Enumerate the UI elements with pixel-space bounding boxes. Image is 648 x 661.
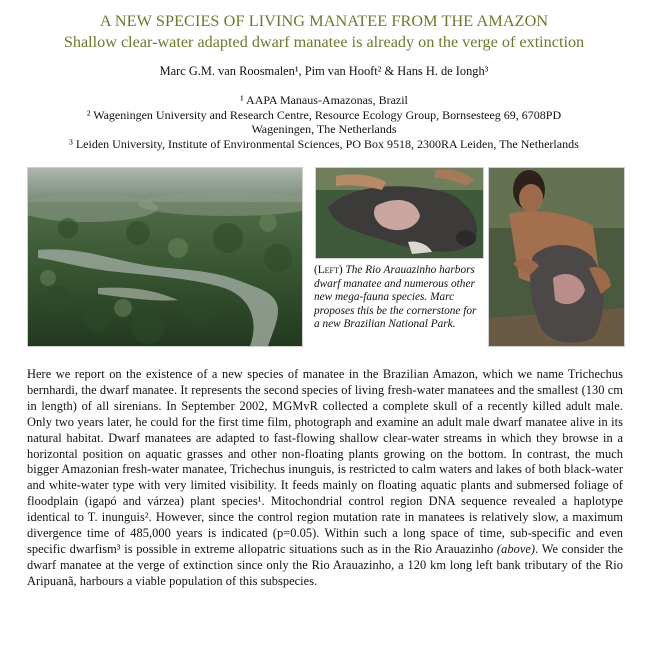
aerial-river-photo [27,167,303,347]
affiliation-2-cont: Wageningen, The Netherlands [251,122,397,136]
photo-caption [314,264,480,332]
affiliation-2: ² Wageningen University and Research Centre, Resource Ecology Group, Bornsesteeg 69, 6708PD [86,108,562,122]
body-paragraph: Here we report on the existence of a new species of manatee in the Brazilian Amazon, which we name Trichechus bernhardi, the dwarf manatee. It represents the second species of living fresh-water manatees and the smallest (130 cm in length) of all sirenians. In September 2002, MGMvR collected a complete skull of a recently killed adult male. Only two years later, he could for the first time film, photograph and examine an adult male dwarf manatee alive in its natural habitat. Dwarf manatees are adapted to fast-flowing shallow clear-water streams in which they browse in a horizontal position on aquatic grasses and other non-floating plants growing on the bottom. In contrast, the much bigger Amazonian fresh-water manatee, Trichechus inunguis, is restricted to calm waters and lakes of both black-water and white-water type with very limited visibility. It feeds mainly on floating aquatic plants and submersed foliage of floodplain (igapó and várzea) plant species¹. Mitochondrial control region DNA sequence revealed a haplotype identical to T. inunguis². However, since the control region mutation rate in manatees is relatively slow, a maximum divergence time of 485,000 years is indicated (p=0.05). Within such a long space of time, sub-specific and even specific dwarfism³ is possible in extreme allopatric situations such as in the Rio Arauazinho [27,367,623,556]
article-body [27,367,623,590]
caption-text: The Rio Arauazinho harbors dwarf manatee and numerous other new mega-fauna species. Marc proposes this be the cornerstone for a new Brazilian National Park. [314,264,477,331]
body-italic-ref: (above) [496,541,536,556]
author-line: Marc G.M. van Roosmalen¹, Pim van Hooft² & Hans H. de Iongh³ [159,64,489,78]
manatee-closeup-photo [315,167,484,259]
body-paragraph-end: . We consider the dwarf manatee at the verge of extinction since only the Rio Arauazinho, a 120 km long left bank tributary of the Rio Aripuanã, harbours a viable population of this subspecies. [27,541,623,588]
affiliation-3: ³ Leiden University, Institute of Environmental Sciences, PO Box 9518, 2300RA Leiden, The Netherlands [69,137,579,151]
caption-label: (Left) [314,264,343,276]
man-with-manatee-photo [488,167,625,347]
article-subtitle: Shallow clear-water adapted dwarf manatee is already on the verge of extinction [63,33,585,51]
article-title: A NEW SPECIES OF LIVING MANATEE FROM THE AMAZON [99,12,549,30]
affiliation-1: ¹ AAPA Manaus-Amazonas, Brazil [240,93,408,107]
